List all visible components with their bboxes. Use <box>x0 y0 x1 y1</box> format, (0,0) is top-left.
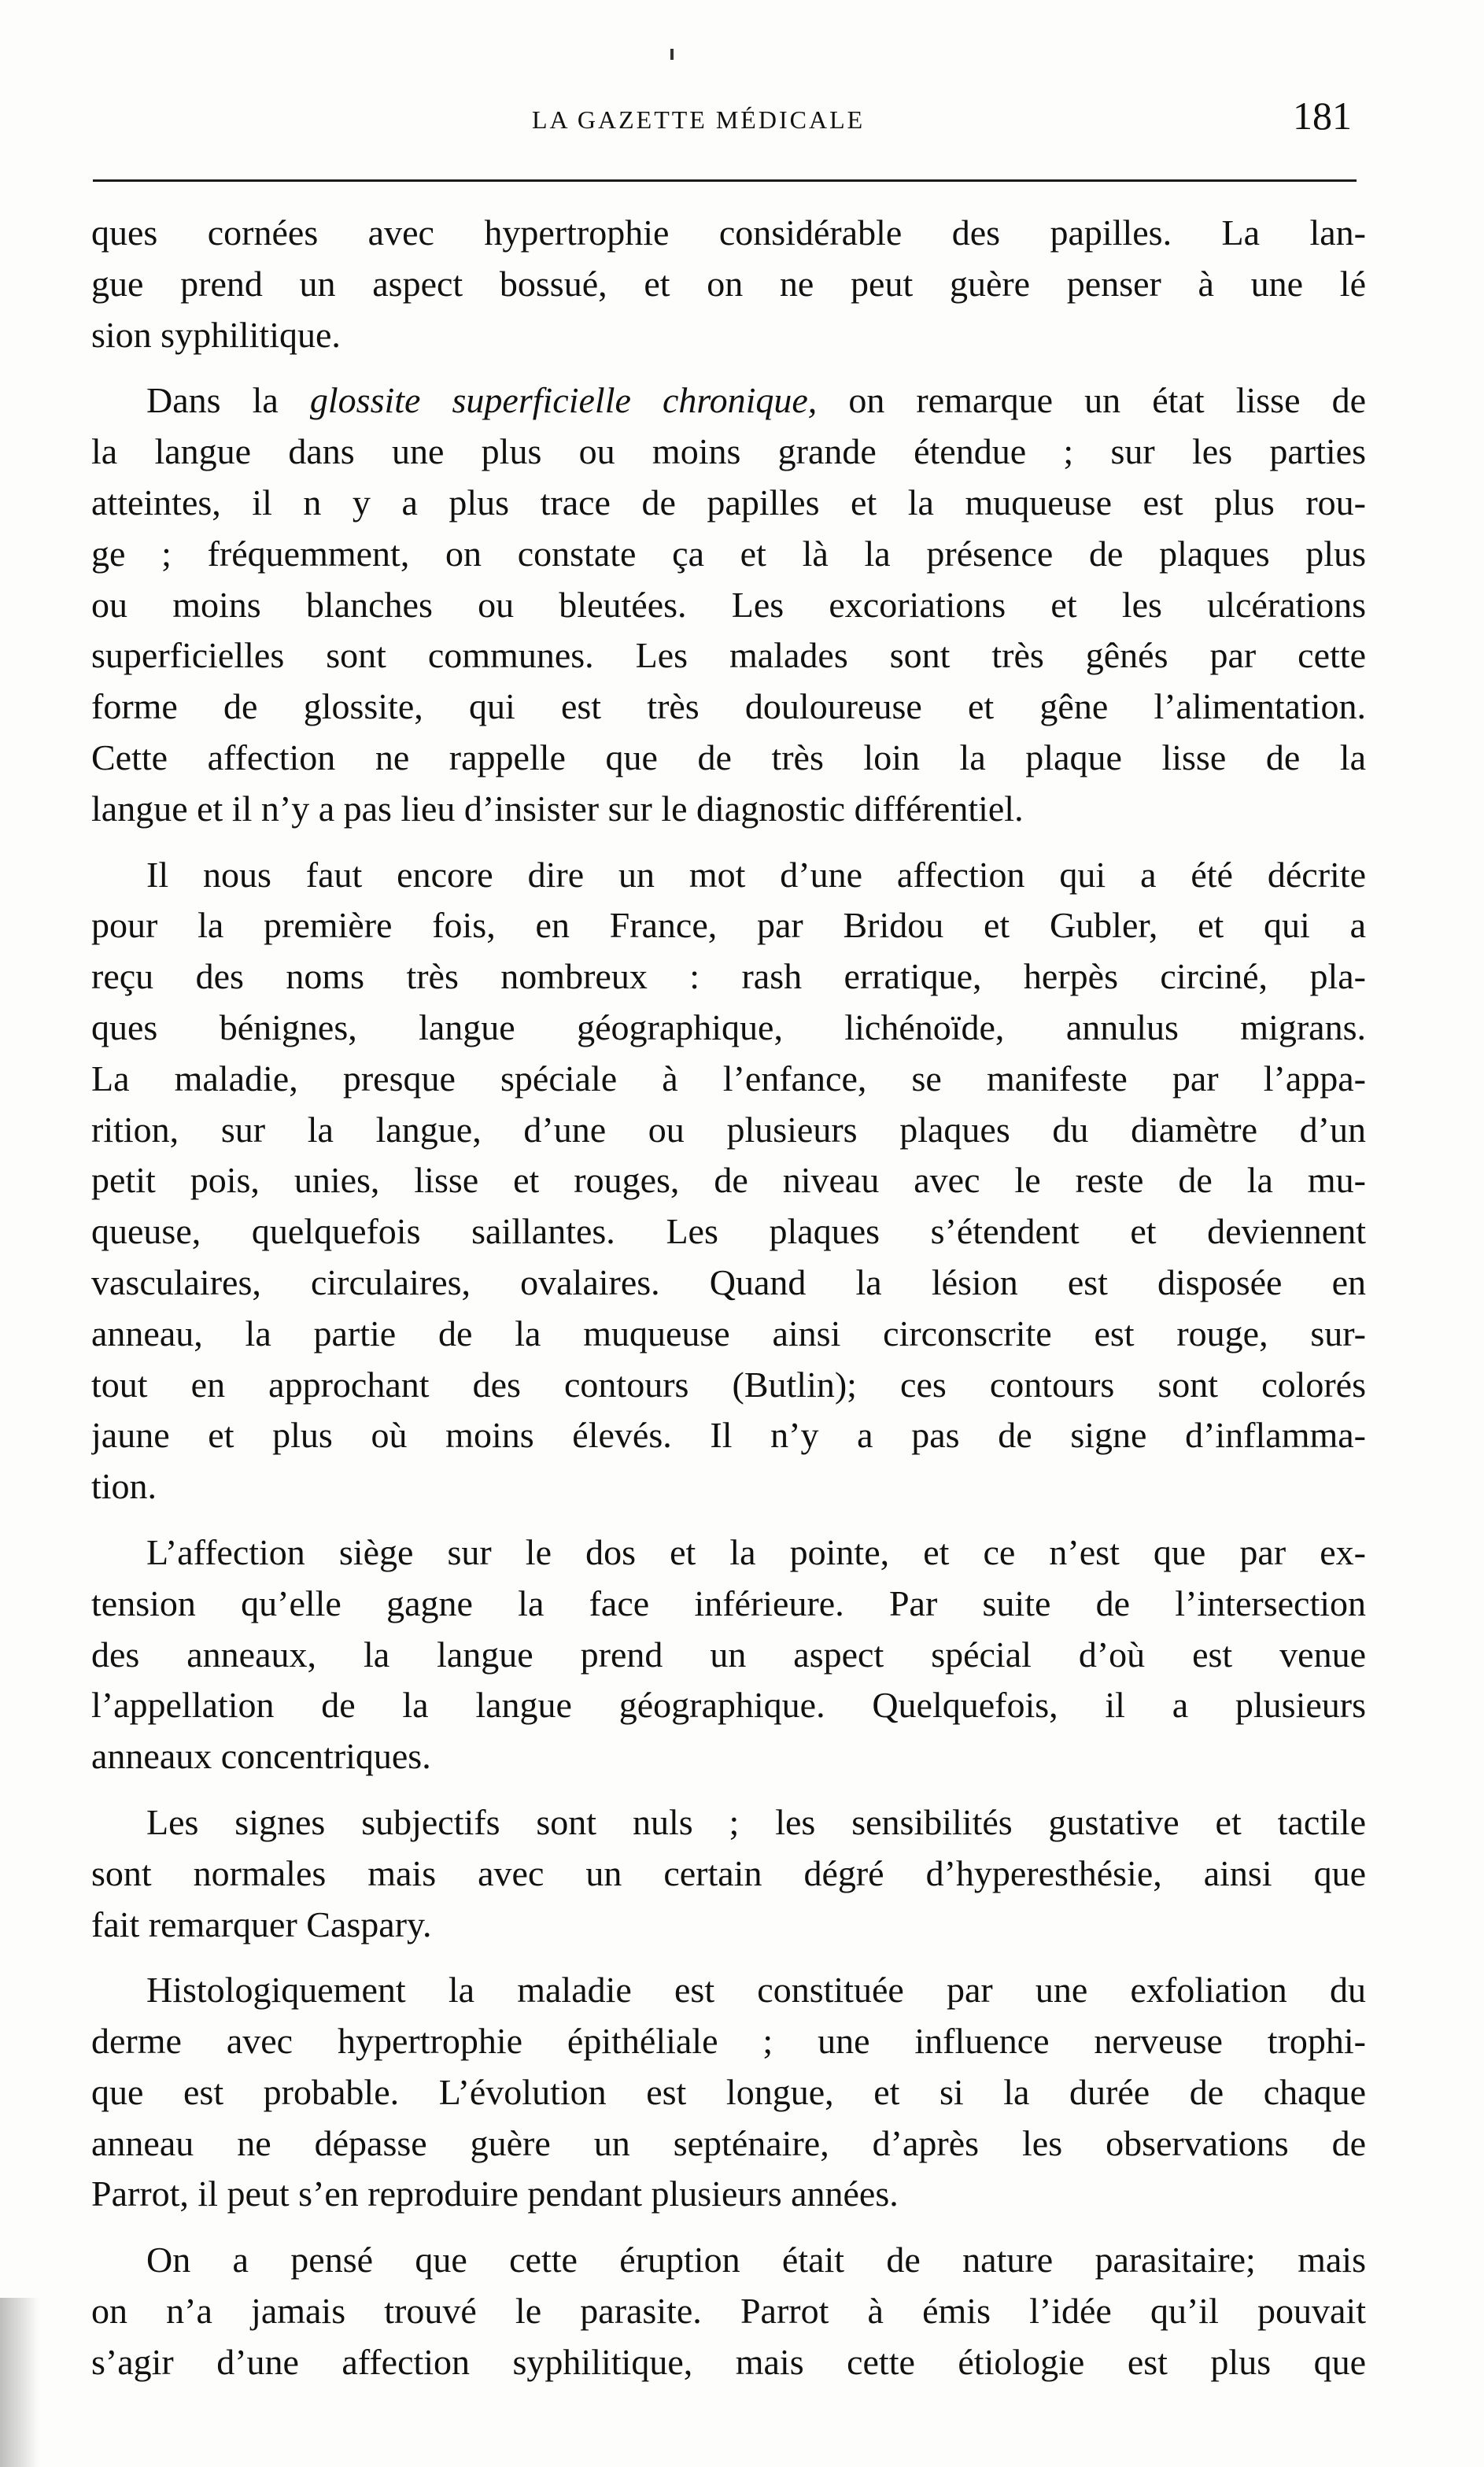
text-run: gue prend un aspect bossué, et on ne peut guère penser à une lé <box>91 263 1366 304</box>
text-line <box>91 427 1366 478</box>
italic-term: glossite superficielle chronique, <box>309 380 818 421</box>
paragraph-1 <box>91 208 1366 360</box>
text-run: Parrot, il peut s’en reproduire pendant plusieurs années. <box>91 2173 899 2214</box>
text-line <box>91 1054 1366 1105</box>
text-line <box>91 1848 1366 1900</box>
text-run: L’affection siège sur le dos et la pointe, et ce n’est que par ex- <box>146 1531 1366 1572</box>
print-mark <box>670 49 674 60</box>
text-line <box>91 208 1366 259</box>
body-text <box>91 208 1366 2403</box>
text-line <box>91 1155 1366 1206</box>
paragraph-4 <box>91 1527 1366 1782</box>
text-run: jaune et plus où moins élevés. Il n’y a pas de signe d’inflamma- <box>91 1415 1366 1456</box>
text-run: reçu des noms très nombreux : rash erratique, herpès circiné, pla- <box>91 956 1366 997</box>
paragraph-6 <box>91 1965 1366 2220</box>
text-run: La maladie, presque spéciale à l’enfance, se manifeste par l’appa- <box>91 1058 1366 1099</box>
text-line <box>91 1797 1366 1848</box>
text-line <box>91 529 1366 580</box>
text-line <box>91 580 1366 631</box>
text-line <box>91 2016 1366 2067</box>
text-run: petit pois, unies, lisse et rouges, de niveau avec le reste de la mu- <box>91 1160 1366 1201</box>
text-run: on n’a jamais trouvé le parasite. Parrot à émis l’idée qu’il pouvait <box>91 2291 1366 2332</box>
text-run: ge ; fréquemment, on constate ça et là la présence de plaques plus <box>91 533 1366 574</box>
text-run: queuse, quelquefois saillantes. Les plaques s’étendent et deviennent <box>91 1211 1366 1252</box>
text-run: forme de glossite, qui est très douloureuse et gêne l’alimentation. <box>91 686 1366 727</box>
text-line <box>91 2118 1366 2170</box>
text-line <box>91 1003 1366 1054</box>
text-run: s’agir d’une affection syphilitique, mais cette étiologie est plus que <box>91 2341 1366 2382</box>
text-line <box>91 1461 1366 1512</box>
text-line <box>91 1410 1366 1461</box>
paragraph-5 <box>91 1797 1366 1950</box>
text-run: sont normales mais avec un certain dégré d’hyperesthésie, ainsi que <box>91 1852 1366 1893</box>
text-line <box>91 1105 1366 1156</box>
text-line <box>91 951 1366 1003</box>
text-line <box>91 2169 1366 2220</box>
text-line <box>91 259 1366 310</box>
text-run: langue et il n’y a pas lieu d’insister sur le diagnostic différentiel. <box>91 788 1024 829</box>
running-title: LA GAZETTE MÉDICALE <box>532 105 866 134</box>
paragraph-2 <box>91 375 1366 834</box>
text-run: rition, sur la langue, d’une ou plusieurs plaques du diamètre d’un <box>91 1109 1366 1150</box>
scan-edge-smudge <box>0 2298 39 2467</box>
text-run: tout en approchant des contours (Butlin); ces contours sont colorés <box>91 1364 1366 1405</box>
text-line <box>91 1630 1366 1681</box>
text-run: tension qu’elle gagne la face inférieure. Par suite de l’intersection <box>91 1582 1366 1623</box>
paragraph-7 <box>91 2235 1366 2388</box>
text-line <box>91 630 1366 681</box>
text-line <box>91 733 1366 784</box>
text-line <box>91 2286 1366 2337</box>
text-line <box>91 1900 1366 1951</box>
text-run: Les signes subjectifs sont nuls ; les sensibilités gustative et tactile <box>146 1801 1366 1842</box>
text-line <box>91 478 1366 529</box>
text-run: anneaux concentriques. <box>91 1736 431 1777</box>
text-run: tion. <box>91 1466 157 1507</box>
text-line <box>91 1309 1366 1360</box>
text-run: on remarque un état lisse de <box>817 380 1366 421</box>
text-run: On a pensé que cette éruption était de nature parasitaire; mais <box>146 2240 1366 2280</box>
text-run: Cette affection ne rappelle que de très loin la plaque lisse de la <box>91 737 1366 777</box>
text-run: que est probable. L’évolution est longue, et si la durée de chaque <box>91 2071 1366 2112</box>
text-run: Histologiquement la maladie est constituée par une exfoliation du <box>146 1970 1366 2011</box>
paragraph-3 <box>91 850 1366 1512</box>
header-rule <box>93 179 1357 182</box>
text-line <box>91 1360 1366 1411</box>
page-number: 181 <box>1293 94 1352 138</box>
text-run: pour la première fois, en France, par Bridou et Gubler, et qui a <box>91 905 1366 946</box>
text-run: Il nous faut encore dire un mot d’une affection qui a été décrite <box>146 854 1366 895</box>
text-line <box>91 2337 1366 2388</box>
text-line <box>91 1680 1366 1731</box>
text-line <box>91 850 1366 901</box>
text-line <box>91 2067 1366 2118</box>
text-run: fait remarquer Caspary. <box>91 1904 432 1944</box>
text-line <box>91 2235 1366 2286</box>
page-header <box>91 88 1358 143</box>
text-run: superficielles sont communes. Les malades sont très gênés par cette <box>91 635 1366 676</box>
text-line <box>91 1731 1366 1782</box>
text-run: l’appellation de la langue géographique. Quelquefois, il a plusieurs <box>91 1685 1366 1726</box>
text-line <box>91 310 1366 361</box>
text-run: anneau ne dépasse guère un septénaire, d’après les observations de <box>91 2122 1366 2163</box>
text-line <box>91 1206 1366 1258</box>
text-run: anneau, la partie de la muqueuse ainsi circonscrite est rouge, sur- <box>91 1313 1366 1354</box>
text-line <box>91 1527 1366 1579</box>
text-line <box>91 900 1366 951</box>
text-run: derme avec hypertrophie épithéliale ; une influence nerveuse trophi- <box>91 2021 1366 2062</box>
text-run: ques bénignes, langue géographique, lichénoïde, annulus migrans. <box>91 1006 1366 1047</box>
text-line <box>91 1258 1366 1309</box>
text-run: ques cornées avec hypertrophie considérable des papilles. La lan- <box>91 212 1366 253</box>
text-run: des anneaux, la langue prend un aspect spécial d’où est venue <box>91 1634 1366 1675</box>
text-run: Dans la <box>146 380 310 421</box>
text-line <box>91 375 1366 427</box>
text-run: vasculaires, circulaires, ovalaires. Quand la lésion est disposée en <box>91 1261 1366 1302</box>
text-run: ou moins blanches ou bleutées. Les excoriations et les ulcérations <box>91 584 1366 625</box>
text-run: la langue dans une plus ou moins grande étendue ; sur les parties <box>91 431 1366 472</box>
text-line <box>91 681 1366 733</box>
text-run: sion syphilitique. <box>91 314 341 355</box>
text-line <box>91 784 1366 835</box>
text-run: atteintes, il n y a plus trace de papilles et la muqueuse est plus rou- <box>91 482 1366 523</box>
text-line <box>91 1965 1366 2016</box>
text-line <box>91 1579 1366 1630</box>
